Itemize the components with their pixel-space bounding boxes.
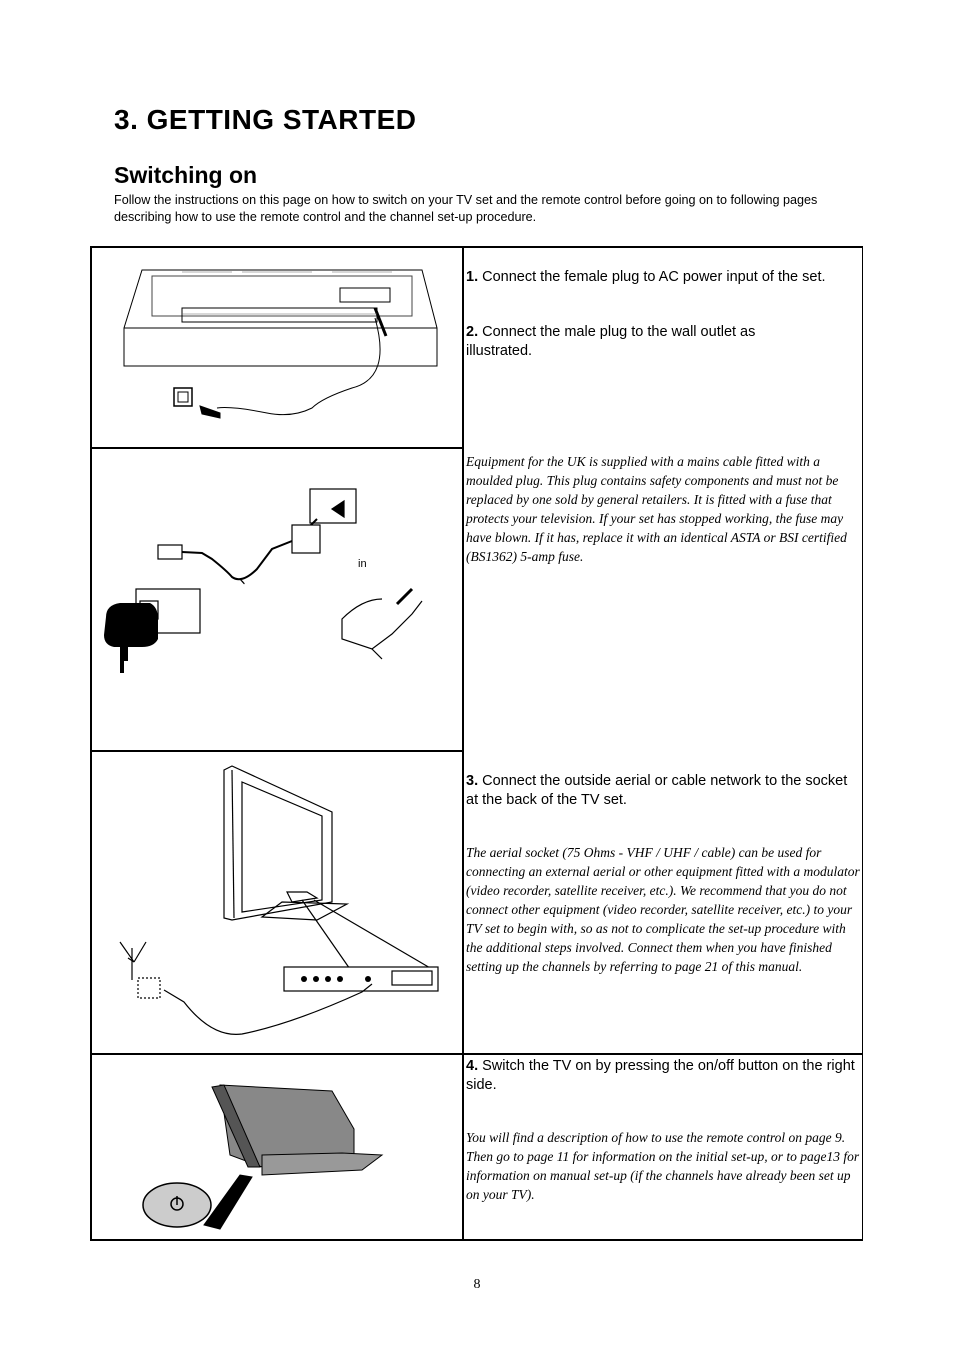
step-4-cell <box>463 1053 863 1241</box>
uk-plug-note-cell <box>463 447 863 751</box>
in-label: in <box>358 558 367 570</box>
step-1 <box>466 268 860 287</box>
remote-note: You will find a description of how to use the remote control on page 9. Then go to page 11 for information on the initial set-up, or to page13 for information on manual set-up (if the channels have already been set up on your TV). <box>466 1130 860 1202</box>
step-3-text: Connect the outside aerial or cable network to the socket at the back of the TV set. <box>466 773 848 808</box>
aerial-connection-illustration <box>90 750 464 1054</box>
step-2-number: 2. <box>466 324 479 340</box>
tv-back-power-illustration <box>90 246 464 448</box>
steps-1-2 <box>463 246 863 448</box>
uk-plug-note: Equipment for the UK is supplied with a mains cable fitted with a moulded plug. This plug contains safety components and must not be replaced by one sold by general retailers. It is fitted with a fuse that protects your television. If your set has stopped working, the fuse may have blown. If it has, replace it with an identical ASTA or BSI certified (BS1362) 5-amp fuse. <box>466 454 847 564</box>
step-2-text: Connect the male plug to the wall outlet as illustrated. <box>466 324 756 359</box>
uk-plug-illustration <box>90 447 464 751</box>
page-number: 8 <box>473 1277 481 1292</box>
step-3 <box>466 772 860 810</box>
power-button-illustration <box>90 1053 464 1241</box>
step-3-number: 3. <box>466 773 479 789</box>
step-4-number: 4. <box>466 1058 479 1074</box>
page-title: 3. GETTING STARTED <box>114 104 417 135</box>
step-4-text: Switch the TV on by pressing the on/off button on the right side. <box>466 1058 855 1093</box>
step-2 <box>466 323 860 361</box>
step-4 <box>466 1057 860 1095</box>
instructions-table <box>90 246 863 1241</box>
step-1-number: 1. <box>466 269 479 285</box>
step-1-text: Connect the female plug to AC power input of the set. <box>482 269 826 285</box>
step-3-cell <box>463 750 863 1054</box>
aerial-note: The aerial socket (75 Ohms - VHF / UHF / cable) can be used for connecting an external aerial or other equipment fitted with a modulator (video recorder, satellite receiver, etc.). We recommend that you do not connect other equipment (video recorder, satellite receiver, etc.) to your TV set to begin with, so as not to complicate the set-up procedure with the additional steps involved. Connect them when you have finished setting up the channels by referring to page 21 of this manual. <box>466 845 860 974</box>
section-title: Switching on <box>114 162 258 188</box>
intro-text: Follow the instructions on this page on how to switch on your TV set and the remote control before going on to following pages describing how to use the remote control and the channel set-up procedure. <box>114 193 818 224</box>
